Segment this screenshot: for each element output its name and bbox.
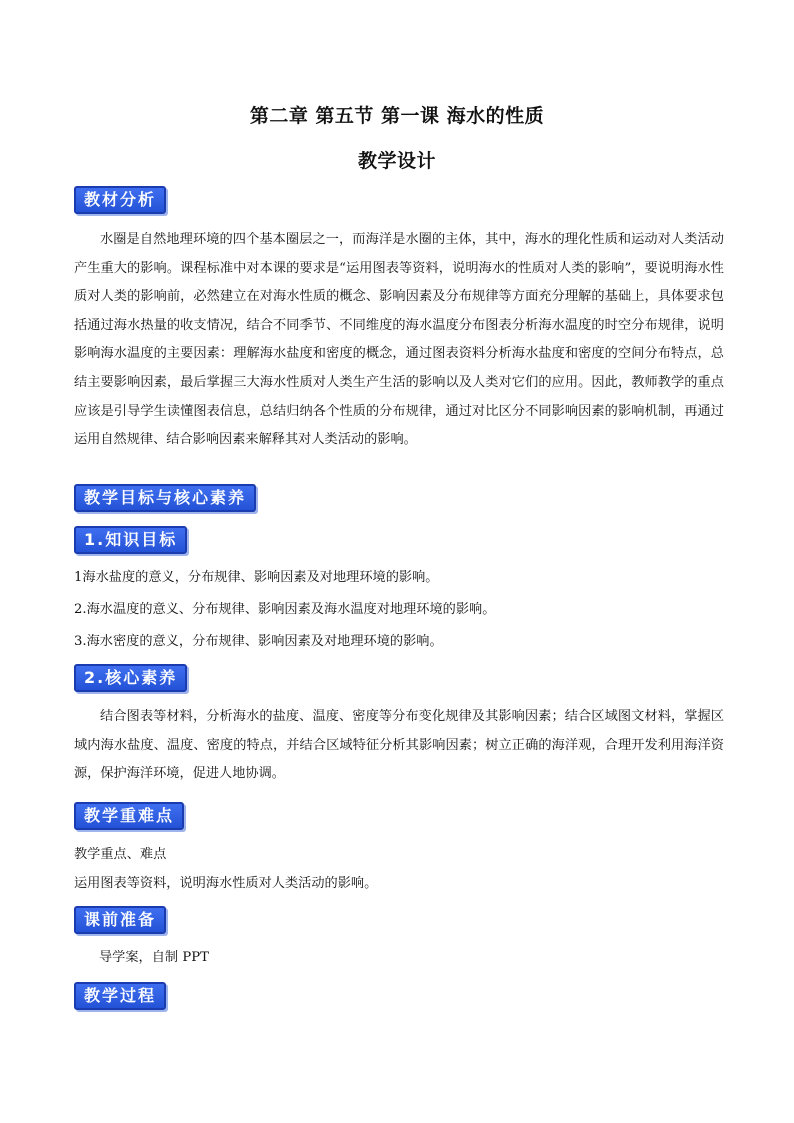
subheading-core-literacy: 2.核心素养: [74, 664, 187, 692]
section-heading-preparation: 课前准备: [74, 906, 166, 934]
material-analysis-paragraph: 水圈是自然地理环境的四个基本圈层之一，而海洋是水圈的主体，其中，海水的理化性质和运动对人类活动产生重大的影响。课程标准中对本课的要求是“运用图表等资料，说明海水的性质对人类的影响”，要说明海水性质对人类的影响前，必然建立在对海水性质的概念、影响因素及分布规律等方面充分理解的基础上，具体要求包括通过海水热量的收支情况，结合不同季节、不同维度的海水温度分布图表分析海水温度的时空分布规律，说明影响海水温度的主要因素：理解海水盐度和密度的概念，通过图表资料分析海水盐度和密度的空间分布特点，总结主要影响因素，最后掌握三大海水性质对人类生产生活的影响以及人类对它们的应用。因此，教师教学的重点应该是引导学生读懂图表信息，总结归纳各个性质的分布规律，通过对比区分不同影响因素的影响机制，再通过运用自然规律、结合影响因素来解释其对人类活动的影响。: [74, 232, 724, 448]
key-points-text: 运用图表等资料，说明海水性质对人类活动的影响。: [74, 876, 378, 891]
document-title: 第二章 第五节 第一课 海水的性质: [249, 105, 545, 127]
section-heading-key-points: 教学重难点: [74, 802, 184, 830]
knowledge-item-1: 1海水盐度的意义，分布规律、影响因素及对地理环境的影响。: [74, 570, 439, 585]
section-heading-process: 教学过程: [74, 982, 166, 1010]
section-heading-material-analysis: 教材分析: [74, 186, 166, 214]
knowledge-item-2: 2.海水温度的意义、分布规律、影响因素及海水温度对地理环境的影响。: [74, 602, 496, 617]
knowledge-item-3: 3.海水密度的意义，分布规律、影响因素及对地理环境的影响。: [74, 634, 443, 649]
section-heading-objectives: 教学目标与核心素养: [74, 484, 256, 512]
core-literacy-paragraph: 结合图表等材料，分析海水的盐度、温度、密度等分布变化规律及其影响因素；结合区域图文材料，掌握区域内海水盐度、温度、密度的特点，并结合区域特征分析其影响因素；树立正确的海洋观，合理开发利用海洋资源，保护海洋环境，促进人地协调。: [74, 709, 724, 782]
subheading-knowledge-objectives: 1.知识目标: [74, 526, 187, 554]
document-subtitle: 教学设计: [357, 150, 436, 172]
key-points-label: 教学重点、难点: [74, 847, 167, 862]
preparation-text: 导学案，自制 PPT: [99, 950, 209, 965]
